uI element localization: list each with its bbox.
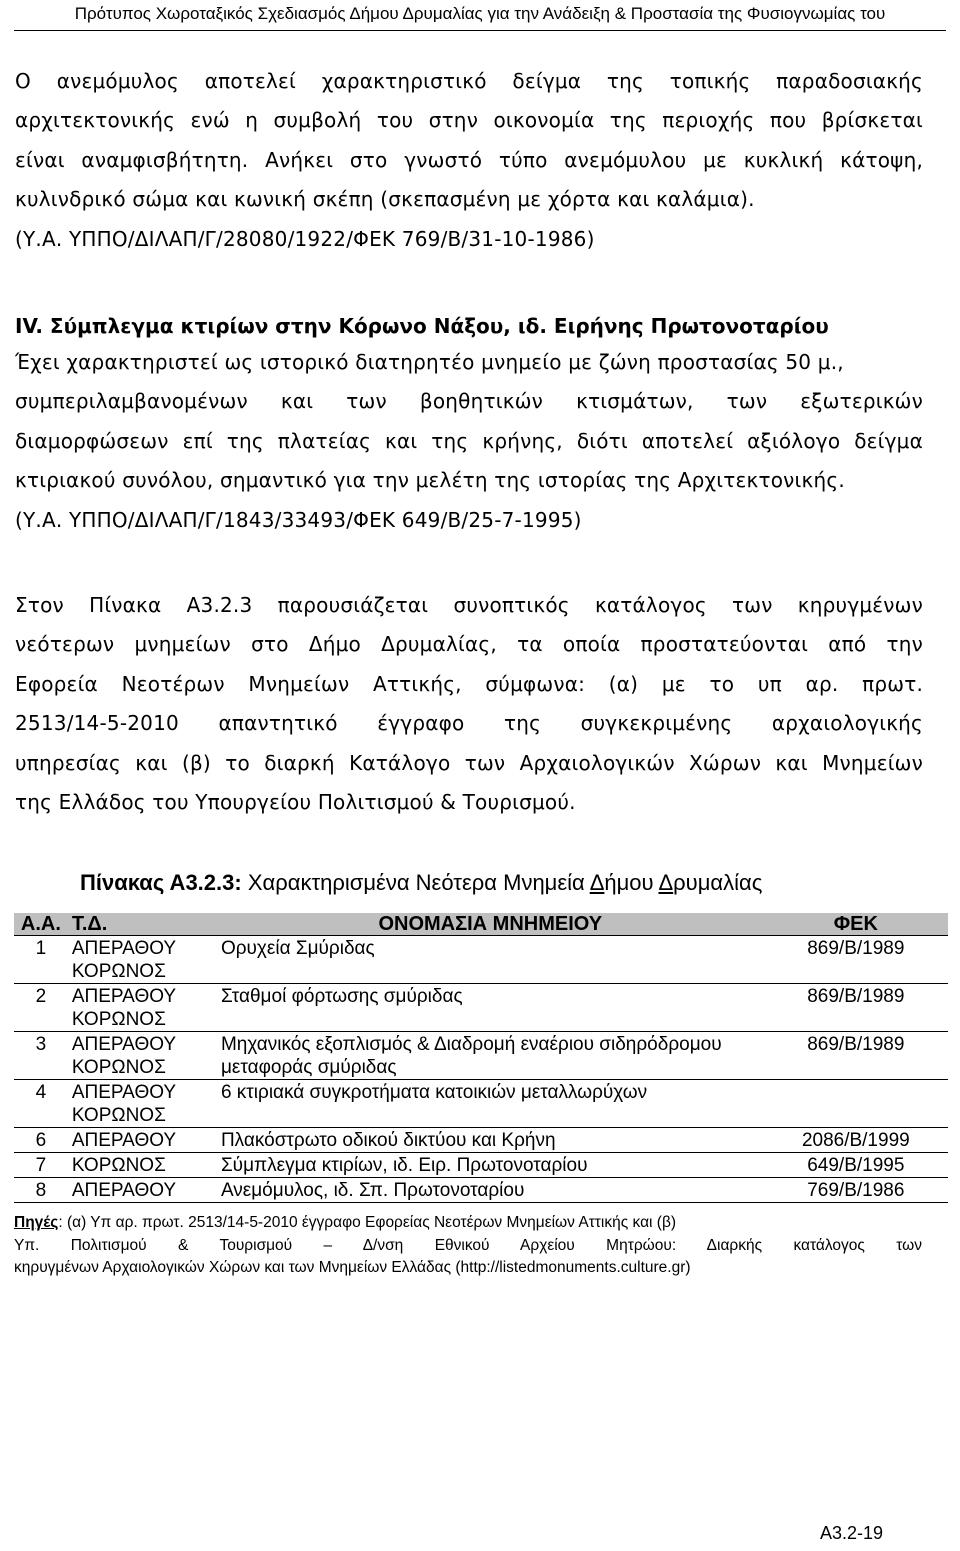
cell-fek xyxy=(764,1080,948,1128)
section-heading: IV. Σύμπλεγμα κτιρίων στην Κόρωνο Νάξου, ιδ. Ειρήνης Πρωτονοταρίου xyxy=(15,314,829,338)
cell-td: ΑΠΕΡΑΘΟΥ ΚΟΡΩΝΟΣ xyxy=(68,936,217,984)
table-caption-text: Χαρακτηρισμένα Νεότερα Μνημεία xyxy=(241,870,590,895)
cell-td: ΑΠΕΡΑΘΟΥ xyxy=(68,1178,217,1203)
page-number: Α3.2-19 xyxy=(820,1523,884,1543)
cell-name: Σταθμοί φόρτωσης σμύριδας xyxy=(217,984,764,1032)
paragraph-building-complex xyxy=(15,343,923,540)
table-caption-text: Δ xyxy=(589,870,605,895)
sources-text: : (α) Υπ αρ. πρωτ. 2513/14-5-2010 έγγραφο Εφορείας Νεοτέρων Μνημείων Αττικής και (β) xyxy=(58,1214,677,1231)
cell-aa: 7 xyxy=(14,1153,68,1178)
column-header-td: Τ.Δ. xyxy=(68,913,217,936)
table-row xyxy=(14,1128,948,1153)
table-caption-text: ρυμαλίας xyxy=(673,870,763,895)
cell-fek: 869/Β/1989 xyxy=(764,1032,948,1080)
cell-td: ΚΟΡΩΝΟΣ xyxy=(68,1153,217,1178)
paragraph-line: Έχει χαρακτηριστεί ως ιστορικό διατηρητέο μνημείο με ζώνη προστασίας 50 μ., xyxy=(15,350,844,374)
paragraph-line: υπηρεσίας και (β) το διαρκή Κατάλογο των Αρχαιολογικών Χώρων και Μνημείων xyxy=(15,750,923,775)
paragraph-line: διαμορφώσεων επί της πλατείας και της κρήνης, διότι αποτελεί αξιόλογο δείγμα xyxy=(15,428,923,453)
paragraph-line: είναι αναμφισβήτητη. Ανήκει στο γνωστό τύπο ανεμόμυλου με κυκλική κάτοψη, xyxy=(15,147,923,172)
table-row xyxy=(14,1178,948,1203)
cell-name: Πλακόστρωτο οδικού δικτύου και Κρήνη xyxy=(217,1128,764,1153)
cell-fek: 869/Β/1989 xyxy=(764,936,948,984)
paragraph-line: νεότερων μνημείων στο Δήμο Δρυμαλίας, τα οποία προστατεύονται από την xyxy=(15,632,923,657)
cell-aa: 2 xyxy=(14,984,68,1032)
monuments-table xyxy=(14,913,948,1203)
paragraph-line: κτιριακού συνόλου, σημαντικό για την μελέτη της ιστορίας της Αρχιτεκτονικής. xyxy=(15,468,845,493)
cell-fek: 769/Β/1986 xyxy=(764,1178,948,1203)
cell-name: 6 κτιριακά συγκροτήματα κατοικιών μεταλλωρύχων xyxy=(217,1080,764,1128)
table-row xyxy=(14,936,948,984)
paragraph-line: Ο ανεμόμυλος αποτελεί χαρακτηριστικό δείγμα της τοπικής παραδοσιακής xyxy=(15,69,923,93)
column-header-fek: ΦΕΚ xyxy=(764,913,948,936)
cell-aa: 3 xyxy=(14,1032,68,1080)
header-divider xyxy=(14,30,946,31)
cell-name: Σύμπλεγμα κτιρίων, ιδ. Ειρ. Πρωτονοταρίου xyxy=(217,1153,764,1178)
paragraph-line: Στον Πίνακα Α3.2.3 παρουσιάζεται συνοπτικός κατάλογος των κηρυγμένων xyxy=(15,593,923,617)
paragraph-line: κυλινδρικό σώμα και κωνική σκέπη (σκεπασμένη με χόρτα και καλάμια). xyxy=(15,187,755,212)
cell-name: Μηχανικός εξοπλισμός & Διαδρομή εναέριου σιδηρόδρομου μεταφοράς σμύριδας xyxy=(217,1032,764,1080)
cell-name: Ανεμόμυλος, ιδ. Σπ. Πρωτονοταρίου xyxy=(217,1178,764,1203)
sources-text: κηρυγμένων Αρχαιολογικών Χώρων και των Μνημείων Ελλάδας (http://listedmonuments.culture.gr) xyxy=(14,1259,691,1276)
paragraph-line: (Υ.Α. ΥΠΠΟ/ΔΙΛΑΠ/Γ/28080/1922/ΦΕΚ 769/Β/31-10-1986) xyxy=(15,226,595,251)
table-caption xyxy=(80,868,762,898)
paragraph-line: (Υ.Α. ΥΠΠΟ/ΔΙΛΑΠ/Γ/1843/33493/ΦΕΚ 649/Β/25-7-1995) xyxy=(15,507,582,532)
cell-aa: 4 xyxy=(14,1080,68,1128)
table-row xyxy=(14,1153,948,1178)
table-caption-text: Δ xyxy=(658,870,674,895)
paragraph-windmill xyxy=(15,62,923,259)
sources-note xyxy=(14,1212,922,1280)
cell-td: ΑΠΕΡΑΘΟΥ ΚΟΡΩΝΟΣ xyxy=(68,984,217,1032)
cell-fek: 2086/Β/1999 xyxy=(764,1128,948,1153)
cell-aa: 6 xyxy=(14,1128,68,1153)
table-row xyxy=(14,984,948,1032)
paragraph-line: αρχιτεκτονικής ενώ η συμβολή του στην οικονομία της περιοχής που βρίσκεται xyxy=(15,108,923,133)
paragraph-line: της Ελλάδος του Υπουργείου Πολιτισμού & Τουρισμού. xyxy=(15,789,576,814)
table-caption-text: ήμου xyxy=(604,870,659,895)
column-header-aa: Α.Α. xyxy=(14,913,68,936)
sources-text: Υπ. Πολιτισμού & Τουρισμού – Δ/νση Εθνικού Αρχείου Μητρώου: Διαρκής κατάλογος των xyxy=(14,1236,922,1254)
paragraph-table-intro xyxy=(15,586,923,822)
cell-fek: 869/Β/1989 xyxy=(764,984,948,1032)
cell-fek: 649/Β/1995 xyxy=(764,1153,948,1178)
cell-aa: 8 xyxy=(14,1178,68,1203)
cell-aa: 1 xyxy=(14,936,68,984)
sources-label: Πηγές xyxy=(14,1214,59,1231)
cell-td: ΑΠΕΡΑΘΟΥ ΚΟΡΩΝΟΣ xyxy=(68,1080,217,1128)
page-header: Πρότυπος Χωροταξικός Σχεδιασμός Δήμου Δρυμαλίας για την Ανάδειξη & Προστασία της Φυσιογνωμίας του xyxy=(74,4,886,23)
cell-name: Ορυχεία Σμύριδας xyxy=(217,936,764,984)
cell-td: ΑΠΕΡΑΘΟΥ ΚΟΡΩΝΟΣ xyxy=(68,1032,217,1080)
paragraph-line: Εφορεία Νεοτέρων Μνημείων Αττικής, σύμφωνα: (α) με το υπ αρ. πρωτ. xyxy=(15,671,923,696)
table-row xyxy=(14,1032,948,1080)
cell-td: ΑΠΕΡΑΘΟΥ xyxy=(68,1128,217,1153)
paragraph-line: 2513/14-5-2010 απαντητικό έγγραφο της συγκεκριμένης αρχαιολογικής xyxy=(15,711,923,736)
paragraph-line: συμπεριλαμβανομένων και των βοηθητικών κτισμάτων, των εξωτερικών xyxy=(15,389,923,414)
table-caption-label: Πίνακας Α3.2.3: xyxy=(80,870,242,895)
table-row xyxy=(14,1080,948,1128)
column-header-name: ΟΝΟΜΑΣΙΑ ΜΝΗΜΕΙΟΥ xyxy=(217,913,764,936)
table-header-row xyxy=(14,913,948,936)
